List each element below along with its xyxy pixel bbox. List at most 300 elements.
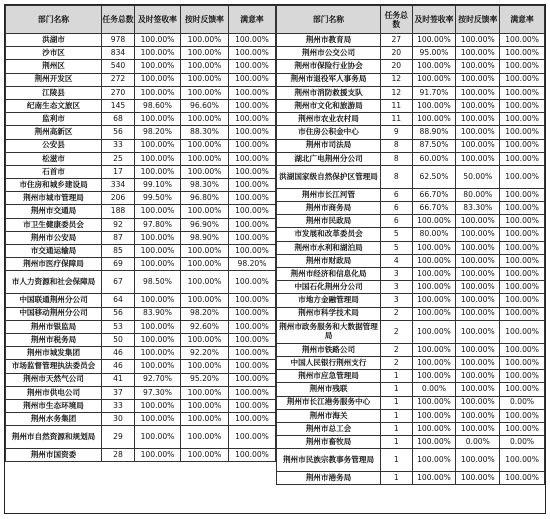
satisfaction-cell: 100.00% <box>229 231 276 244</box>
table-row <box>6 113 276 126</box>
satisfaction-cell: 100.00% <box>500 47 545 60</box>
ontime-sign-cell: 100.00% <box>412 254 456 267</box>
tasks-cell: 334 <box>102 179 135 192</box>
ontime-sign-cell: 100.00% <box>412 215 456 228</box>
ontime-feedback-cell: 100.00% <box>456 73 500 86</box>
table-row <box>6 60 276 73</box>
ontime-sign-cell: 100.00% <box>135 231 181 244</box>
dept-cell: 荆州市农业农村局 <box>277 113 381 126</box>
table-row <box>6 258 276 271</box>
ontime-sign-cell: 98.20% <box>135 126 181 139</box>
satisfaction-cell: 100.00% <box>500 126 545 139</box>
tasks-cell: 29 <box>102 426 135 449</box>
satisfaction-cell: 100.00% <box>229 99 276 112</box>
tasks-cell: 56 <box>102 307 135 320</box>
table-row <box>6 245 276 258</box>
satisfaction-cell: 100.00% <box>500 99 545 112</box>
table-row <box>6 192 276 205</box>
table-row <box>277 152 545 165</box>
satisfaction-cell: 100.00% <box>500 422 545 435</box>
dept-cell: 荆州市消防救援支队 <box>277 86 381 99</box>
tasks-cell: 1 <box>381 449 413 472</box>
table-row <box>6 413 276 426</box>
satisfaction-cell: 100.00% <box>229 373 276 386</box>
dept-cell: 荆州高新区 <box>6 126 102 139</box>
dept-cell: 洪湖国家级自然保护区管理局 <box>277 165 381 188</box>
ontime-sign-cell: 62.50% <box>412 165 456 188</box>
dept-cell: 荆州市自然资源和规划局 <box>6 426 102 449</box>
satisfaction-cell: 100.00% <box>229 205 276 218</box>
tasks-cell: 11 <box>381 99 413 112</box>
satisfaction-cell: 100.00% <box>229 34 276 47</box>
tasks-cell: 46 <box>102 347 135 360</box>
table-row <box>6 126 276 139</box>
ontime-feedback-cell: 98.30% <box>181 179 229 192</box>
ontime-sign-cell: 66.70% <box>412 202 456 215</box>
table-row <box>277 126 545 139</box>
ontime-feedback-cell: 96.90% <box>181 218 229 231</box>
dept-cell: 监利市 <box>6 113 102 126</box>
ontime-feedback-cell: 100.00% <box>456 254 500 267</box>
tasks-cell: 978 <box>102 34 135 47</box>
table-row <box>6 218 276 231</box>
dept-cell: 荆州市科学技术局 <box>277 307 381 320</box>
satisfaction-cell: 100.00% <box>229 179 276 192</box>
dept-cell: 市住房和城乡建设局 <box>6 179 102 192</box>
table-row <box>277 228 545 241</box>
satisfaction-cell: 100.00% <box>500 188 545 201</box>
dept-cell: 荆州市城发集团 <box>6 347 102 360</box>
satisfaction-cell: 98.20% <box>229 258 276 271</box>
table-row <box>277 34 545 47</box>
header-ontime-feedback: 按时反馈率 <box>456 6 500 34</box>
satisfaction-cell: 100.00% <box>229 139 276 152</box>
satisfaction-cell: 100.00% <box>229 413 276 426</box>
satisfaction-cell: 100.00% <box>500 254 545 267</box>
ontime-sign-cell: 100.00% <box>412 396 456 409</box>
satisfaction-cell: 100.00% <box>229 271 276 294</box>
table-row <box>277 113 545 126</box>
tasks-cell: 28 <box>102 449 135 462</box>
tasks-cell: 6 <box>381 188 413 201</box>
dept-cell: 荆州市教育局 <box>277 34 381 47</box>
tasks-cell: 8 <box>381 152 413 165</box>
header-dept: 部门名称 <box>6 6 102 34</box>
ontime-feedback-cell: 100.00% <box>181 360 229 373</box>
tasks-cell: 3 <box>381 294 413 307</box>
dept-cell: 荆州市海关 <box>277 409 381 422</box>
satisfaction-cell: 100.00% <box>500 370 545 383</box>
dept-cell: 荆州水务集团 <box>6 413 102 426</box>
dept-cell: 荆州开发区 <box>6 73 102 86</box>
ontime-feedback-cell: 100.00% <box>456 370 500 383</box>
dept-cell: 松滋市 <box>6 152 102 165</box>
dept-cell: 荆州市应急管理局 <box>277 370 381 383</box>
dept-cell: 荆州市长江港务服务中心 <box>277 396 381 409</box>
tasks-cell: 5 <box>381 228 413 241</box>
ontime-sign-cell: 0.00% <box>412 383 456 396</box>
table-row <box>6 179 276 192</box>
left-header-row <box>6 6 276 34</box>
ontime-feedback-cell: 100.00% <box>181 113 229 126</box>
ontime-feedback-cell: 50.00% <box>456 165 500 188</box>
ontime-feedback-cell: 100.00% <box>181 165 229 178</box>
tasks-cell: 33 <box>102 399 135 412</box>
satisfaction-cell: 100.00% <box>500 409 545 422</box>
ontime-sign-cell: 100.00% <box>135 426 181 449</box>
dept-cell: 荆州市民政局 <box>277 215 381 228</box>
ontime-sign-cell: 100.00% <box>135 165 181 178</box>
tasks-cell: 3 <box>381 268 413 281</box>
tasks-cell: 69 <box>102 258 135 271</box>
ontime-feedback-cell: 100.00% <box>456 320 500 343</box>
satisfaction-cell: 100.00% <box>500 294 545 307</box>
ontime-feedback-cell: 98.90% <box>181 231 229 244</box>
ontime-sign-cell: 100.00% <box>412 113 456 126</box>
dept-cell: 公安县 <box>6 139 102 152</box>
satisfaction-cell: 100.00% <box>500 34 545 47</box>
ontime-sign-cell: 100.00% <box>135 347 181 360</box>
tasks-cell: 20 <box>381 47 413 60</box>
tasks-cell: 2 <box>381 356 413 369</box>
right-table <box>276 5 545 485</box>
report-table-frame <box>4 4 546 514</box>
dept-cell: 荆州市退役军人事务局 <box>277 73 381 86</box>
dept-cell: 荆州市保险行业协会 <box>277 60 381 73</box>
header-ontime-sign: 及时签收率 <box>412 6 456 34</box>
table-row <box>6 320 276 333</box>
table-row <box>277 165 545 188</box>
ontime-feedback-cell: 100.00% <box>456 139 500 152</box>
table-row <box>277 99 545 112</box>
ontime-sign-cell: 100.00% <box>135 152 181 165</box>
table-row <box>277 281 545 294</box>
dept-cell: 荆州市商务局 <box>277 202 381 215</box>
ontime-feedback-cell: 98.20% <box>181 307 229 320</box>
ontime-feedback-cell: 100.00% <box>456 215 500 228</box>
tasks-cell: 92 <box>102 218 135 231</box>
tasks-cell: 17 <box>102 165 135 178</box>
dept-cell: 荆州市政务服务和大数据管理局 <box>277 320 381 343</box>
ontime-sign-cell: 91.70% <box>412 86 456 99</box>
header-tasks: 任务总数 <box>381 6 413 34</box>
dept-cell: 荆州市医疗保障局 <box>6 258 102 271</box>
table-row <box>277 202 545 215</box>
ontime-feedback-cell: 100.00% <box>456 472 500 485</box>
table-row <box>277 73 545 86</box>
dept-cell: 荆州市畜牧局 <box>277 436 381 449</box>
dept-cell: 荆州市税务局 <box>6 333 102 346</box>
table-row <box>6 139 276 152</box>
ontime-feedback-cell: 100.00% <box>456 409 500 422</box>
ontime-feedback-cell: 80.00% <box>456 188 500 201</box>
tasks-cell: 68 <box>102 113 135 126</box>
satisfaction-cell: 100.00% <box>500 307 545 320</box>
ontime-feedback-cell: 100.00% <box>181 333 229 346</box>
tasks-cell: 25 <box>102 152 135 165</box>
tasks-cell: 33 <box>102 139 135 152</box>
dept-cell: 荆州市残联 <box>277 383 381 396</box>
ontime-feedback-cell: 100.00% <box>181 426 229 449</box>
tasks-cell: 2 <box>381 307 413 320</box>
dept-cell: 荆州市国资委 <box>6 449 102 462</box>
table-row <box>277 396 545 409</box>
dept-cell: 中国联通荆州分公司 <box>6 294 102 307</box>
tasks-cell: 145 <box>102 99 135 112</box>
satisfaction-cell: 100.00% <box>229 347 276 360</box>
ontime-sign-cell: 100.00% <box>135 399 181 412</box>
ontime-sign-cell: 100.00% <box>412 436 456 449</box>
ontime-sign-cell: 100.00% <box>135 139 181 152</box>
ontime-sign-cell: 60.00% <box>412 152 456 165</box>
dept-cell: 市发展和改革委员会 <box>277 228 381 241</box>
tasks-cell: 3 <box>381 281 413 294</box>
satisfaction-cell: 100.00% <box>500 449 545 472</box>
satisfaction-cell: 100.00% <box>500 113 545 126</box>
ontime-sign-cell: 100.00% <box>412 34 456 47</box>
table-row <box>6 426 276 449</box>
satisfaction-cell: 100.00% <box>229 320 276 333</box>
ontime-feedback-cell: 100.00% <box>181 449 229 462</box>
table-row <box>6 231 276 244</box>
dept-cell: 湖北广电荆州分公司 <box>277 152 381 165</box>
tasks-cell: 85 <box>102 245 135 258</box>
tasks-cell: 9 <box>381 126 413 139</box>
ontime-sign-cell: 100.00% <box>412 99 456 112</box>
table-row <box>277 241 545 254</box>
header-satisfaction: 满意率 <box>229 6 276 34</box>
satisfaction-cell: 100.00% <box>229 386 276 399</box>
tasks-cell: 1 <box>381 436 413 449</box>
ontime-sign-cell: 100.00% <box>412 320 456 343</box>
ontime-sign-cell: 100.00% <box>135 113 181 126</box>
ontime-feedback-cell: 100.00% <box>181 386 229 399</box>
satisfaction-cell: 100.00% <box>229 399 276 412</box>
ontime-sign-cell: 92.70% <box>135 373 181 386</box>
ontime-sign-cell: 100.00% <box>135 360 181 373</box>
tasks-cell: 53 <box>102 320 135 333</box>
satisfaction-cell: 100.00% <box>229 86 276 99</box>
ontime-sign-cell: 100.00% <box>412 343 456 356</box>
satisfaction-cell: 100.00% <box>229 294 276 307</box>
tasks-cell: 206 <box>102 192 135 205</box>
header-satisfaction: 满意率 <box>500 6 545 34</box>
tasks-cell: 50 <box>102 333 135 346</box>
ontime-sign-cell: 80.00% <box>412 228 456 241</box>
ontime-sign-cell: 100.00% <box>135 333 181 346</box>
satisfaction-cell: 100.00% <box>229 165 276 178</box>
table-row <box>277 370 545 383</box>
dept-cell: 荆州市水利和湖泊局 <box>277 241 381 254</box>
dept-cell: 纪南生态文旅区 <box>6 99 102 112</box>
satisfaction-cell: 100.00% <box>500 241 545 254</box>
dept-cell: 荆州市供电公司 <box>6 386 102 399</box>
table-row <box>277 215 545 228</box>
ontime-feedback-cell: 100.00% <box>456 86 500 99</box>
ontime-sign-cell: 100.00% <box>412 370 456 383</box>
table-row <box>6 152 276 165</box>
tasks-cell: 270 <box>102 86 135 99</box>
satisfaction-cell: 100.00% <box>229 113 276 126</box>
tasks-cell: 6 <box>381 215 413 228</box>
table-row <box>6 294 276 307</box>
tasks-cell: 540 <box>102 60 135 73</box>
table-row <box>6 373 276 386</box>
tasks-cell: 64 <box>102 294 135 307</box>
satisfaction-cell: 100.00% <box>229 449 276 462</box>
ontime-sign-cell: 100.00% <box>135 258 181 271</box>
left-table-body <box>6 34 276 462</box>
satisfaction-cell: 100.00% <box>229 360 276 373</box>
ontime-sign-cell: 100.00% <box>412 268 456 281</box>
tasks-cell: 1 <box>381 370 413 383</box>
satisfaction-cell: 100.00% <box>229 60 276 73</box>
satisfaction-cell: 100.00% <box>500 268 545 281</box>
tasks-cell: 46 <box>102 360 135 373</box>
tasks-cell: 11 <box>381 113 413 126</box>
ontime-feedback-cell: 100.00% <box>456 99 500 112</box>
dept-cell: 市场监督管理执法委员会 <box>6 360 102 373</box>
ontime-feedback-cell: 100.00% <box>456 449 500 472</box>
ontime-feedback-cell: 100.00% <box>181 413 229 426</box>
ontime-sign-cell: 87.50% <box>412 139 456 152</box>
dept-cell: 荆州市城市管理局 <box>6 192 102 205</box>
tasks-cell: 20 <box>381 60 413 73</box>
ontime-sign-cell: 98.60% <box>135 99 181 112</box>
ontime-sign-cell: 100.00% <box>135 320 181 333</box>
satisfaction-cell: 100.00% <box>500 215 545 228</box>
ontime-sign-cell: 100.00% <box>135 294 181 307</box>
table-row <box>277 449 545 472</box>
tasks-cell: 27 <box>381 34 413 47</box>
header-dept: 部门名称 <box>277 6 381 34</box>
satisfaction-cell: 100.00% <box>229 307 276 320</box>
ontime-feedback-cell: 83.30% <box>456 202 500 215</box>
table-row <box>6 165 276 178</box>
ontime-feedback-cell: 100.00% <box>456 34 500 47</box>
dept-cell: 沙市区 <box>6 47 102 60</box>
dept-cell: 市人力资源和社会保障局 <box>6 271 102 294</box>
table-row <box>6 205 276 218</box>
ontime-sign-cell: 100.00% <box>412 60 456 73</box>
ontime-feedback-cell: 0.00% <box>456 436 500 449</box>
table-row <box>277 422 545 435</box>
ontime-feedback-cell: 96.60% <box>181 99 229 112</box>
ontime-feedback-cell: 100.00% <box>456 383 500 396</box>
table-row <box>6 449 276 462</box>
ontime-sign-cell: 100.00% <box>412 422 456 435</box>
satisfaction-cell: 100.00% <box>500 356 545 369</box>
table-row <box>277 86 545 99</box>
ontime-sign-cell: 100.00% <box>135 86 181 99</box>
dept-cell: 荆州市港务局 <box>277 472 381 485</box>
ontime-feedback-cell: 100.00% <box>181 139 229 152</box>
tasks-cell: 1 <box>381 472 413 485</box>
tasks-cell: 1 <box>381 396 413 409</box>
dept-cell: 市交通运输局 <box>6 245 102 258</box>
ontime-sign-cell: 66.70% <box>412 188 456 201</box>
tasks-cell: 67 <box>102 271 135 294</box>
header-tasks: 任务总数 <box>102 6 135 34</box>
satisfaction-cell: 100.00% <box>500 152 545 165</box>
ontime-sign-cell: 100.00% <box>412 307 456 320</box>
ontime-sign-cell: 100.00% <box>412 356 456 369</box>
dept-cell: 中国石化荆州分公司 <box>277 281 381 294</box>
satisfaction-cell: 100.00% <box>229 245 276 258</box>
dept-cell: 中国移动荆州分公司 <box>6 307 102 320</box>
dept-cell: 荆州市财政局 <box>277 254 381 267</box>
ontime-feedback-cell: 88.30% <box>181 126 229 139</box>
ontime-sign-cell: 100.00% <box>135 413 181 426</box>
ontime-sign-cell: 97.80% <box>135 218 181 231</box>
table-row <box>6 399 276 412</box>
ontime-feedback-cell: 100.00% <box>181 152 229 165</box>
satisfaction-cell: 100.00% <box>500 202 545 215</box>
ontime-feedback-cell: 100.00% <box>181 399 229 412</box>
tasks-cell: 1 <box>381 422 413 435</box>
ontime-feedback-cell: 100.00% <box>181 205 229 218</box>
table-row <box>277 254 545 267</box>
tasks-cell: 1 <box>381 409 413 422</box>
table-row <box>277 294 545 307</box>
table-row <box>277 472 545 485</box>
ontime-feedback-cell: 100.00% <box>181 60 229 73</box>
tasks-cell: 8 <box>381 165 413 188</box>
right-table-body <box>277 34 545 485</box>
table-row <box>6 73 276 86</box>
ontime-feedback-cell: 100.00% <box>456 126 500 139</box>
table-row <box>277 307 545 320</box>
table-row <box>277 436 545 449</box>
satisfaction-cell: 100.00% <box>500 139 545 152</box>
dept-cell: 荆州市天然气公司 <box>6 373 102 386</box>
satisfaction-cell: 100.00% <box>500 60 545 73</box>
table-row <box>277 320 545 343</box>
ontime-feedback-cell: 96.80% <box>181 192 229 205</box>
satisfaction-cell: 0.00% <box>500 436 545 449</box>
ontime-sign-cell: 100.00% <box>412 472 456 485</box>
ontime-feedback-cell: 100.00% <box>456 396 500 409</box>
ontime-sign-cell: 97.30% <box>135 386 181 399</box>
tasks-cell: 834 <box>102 47 135 60</box>
dept-cell: 荆州市文化和旅游局 <box>277 99 381 112</box>
ontime-feedback-cell: 100.00% <box>456 47 500 60</box>
tasks-cell: 87 <box>102 231 135 244</box>
tasks-cell: 272 <box>102 73 135 86</box>
header-ontime-sign: 及时签收率 <box>135 6 181 34</box>
table-row <box>6 360 276 373</box>
header-ontime-feedback: 按时反馈率 <box>181 6 229 34</box>
ontime-feedback-cell: 100.00% <box>181 47 229 60</box>
ontime-feedback-cell: 100.00% <box>456 241 500 254</box>
table-row <box>6 47 276 60</box>
table-row <box>277 139 545 152</box>
table-row <box>277 268 545 281</box>
dept-cell: 荆州市总工会 <box>277 422 381 435</box>
tasks-cell: 56 <box>102 126 135 139</box>
satisfaction-cell: 100.00% <box>229 126 276 139</box>
ontime-feedback-cell: 92.60% <box>181 320 229 333</box>
table-row <box>6 347 276 360</box>
tasks-cell: 12 <box>381 73 413 86</box>
satisfaction-cell: 0.00% <box>500 396 545 409</box>
ontime-feedback-cell: 100.00% <box>456 422 500 435</box>
satisfaction-cell: 100.00% <box>229 47 276 60</box>
dept-cell: 石首市 <box>6 165 102 178</box>
tasks-cell: 6 <box>381 202 413 215</box>
satisfaction-cell: 100.00% <box>500 343 545 356</box>
ontime-feedback-cell: 100.00% <box>181 294 229 307</box>
